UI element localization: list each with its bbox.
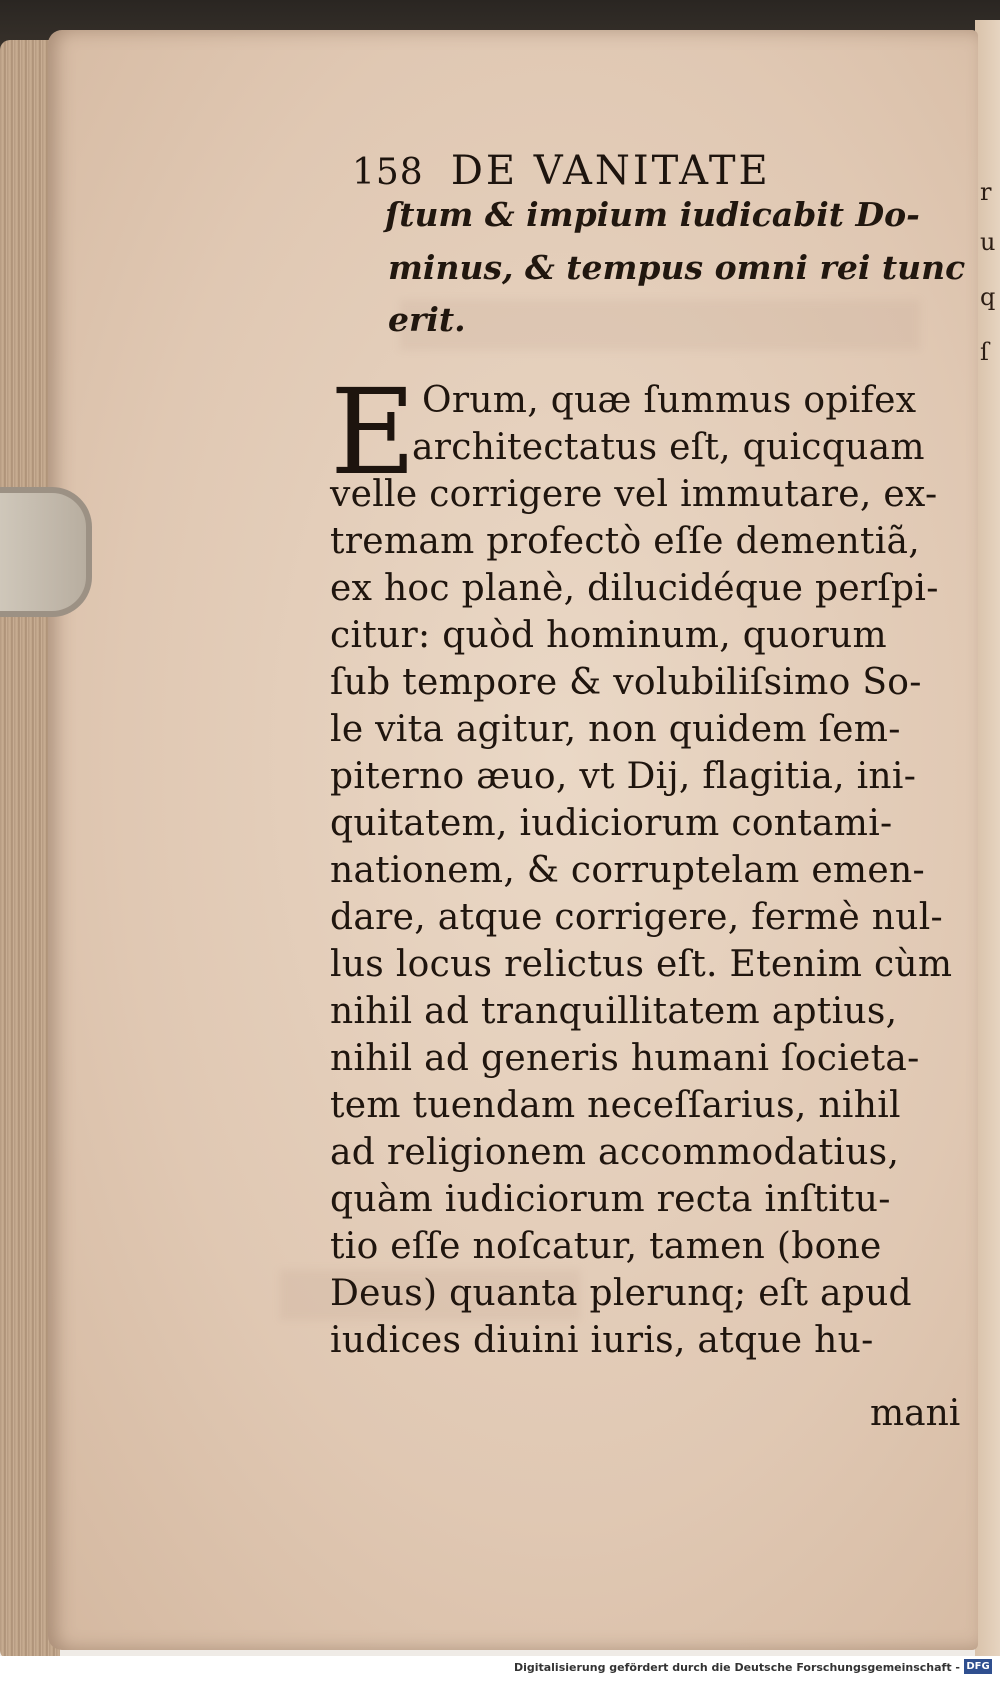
page-header xyxy=(352,148,952,194)
text-line: Deus) quanta plerunq; eſt apud xyxy=(330,1273,912,1314)
text-line: le vita agitur, non quidem ſem- xyxy=(330,709,901,750)
text-line: piterno æuo, vt Dij, flagitia, ini- xyxy=(330,756,917,797)
facing-page-fragment: r xyxy=(980,178,992,206)
drop-cap-initial: E xyxy=(330,363,417,501)
text-line: citur: quòd hominum, quorum xyxy=(330,615,887,656)
text-line: ad religionem accommodatius, xyxy=(330,1132,900,1173)
text-line: quàm iudiciorum recta inſtitu- xyxy=(330,1179,891,1220)
text-line: architectatus eſt, quicquam xyxy=(412,427,925,468)
catchword: mani xyxy=(870,1393,961,1434)
page-number: 158 xyxy=(352,152,424,193)
facing-page-fragment: q xyxy=(980,283,996,311)
text-line: nihil ad tranquillitatem aptius, xyxy=(330,991,898,1032)
text-line: ex hoc planè, dilucidéque perſpi- xyxy=(330,568,939,609)
verse-line: minus, & tempus omni rei tunc xyxy=(388,248,966,287)
dfg-logo: DFG xyxy=(964,1659,992,1674)
text-line: tem tuendam neceſſarius, nihil xyxy=(330,1085,901,1126)
text-line: tio eſſe noſcatur, tamen (bone xyxy=(330,1226,882,1267)
funding-credit: Digitalisierung gefördert durch die Deutsche Forschungsgemeinschaft - xyxy=(513,1661,960,1674)
text-line: velle corrigere vel immutare, ex- xyxy=(330,474,938,515)
text-line: nationem, & corruptelam emen- xyxy=(330,850,925,891)
text-line: iudices diuini iuris, atque hu- xyxy=(330,1320,874,1361)
verse-line: ſtum & impium iudicabit Do- xyxy=(385,195,920,234)
text-line: Orum, quæ ſummus opifex xyxy=(422,380,917,421)
facing-page-edge xyxy=(975,20,1000,1660)
text-line: quitatem, iudiciorum contami- xyxy=(330,803,893,844)
verse-line: erit. xyxy=(388,300,466,339)
book-clasp xyxy=(0,487,92,617)
facing-page-fragment: ſ xyxy=(980,338,989,366)
text-line: ſub tempore & volubiliſsimo So- xyxy=(330,662,922,703)
text-line: nihil ad generis humani ſocieta- xyxy=(330,1038,920,1079)
running-title: DE VANITATE xyxy=(450,148,771,194)
text-line: dare, atque corrigere, fermè nul- xyxy=(330,897,944,938)
text-line: lus locus relictus eſt. Etenim cùm xyxy=(330,944,953,985)
facing-page-fragment: u xyxy=(980,228,996,256)
text-line: tremam profectò eſſe dementiã, xyxy=(330,521,921,562)
